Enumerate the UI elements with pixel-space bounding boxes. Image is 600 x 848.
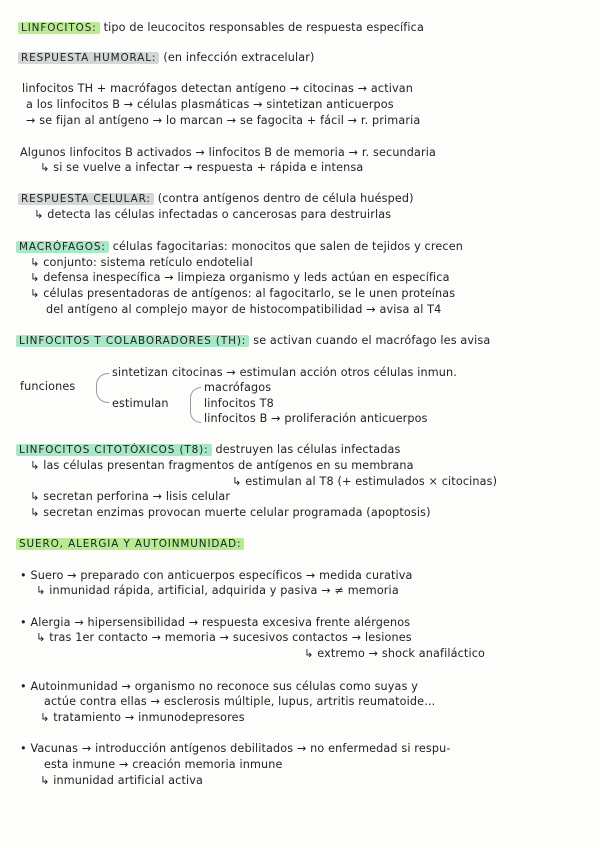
estimulan-item: macrófagos — [204, 381, 272, 394]
citotoxicos-text-line: ↳ las células presentan fragmentos de antígenos en su membrana — [30, 459, 414, 472]
colaboradores-heading: LINFOCITOS T COLABORADORES (TH): — [16, 335, 249, 347]
linfocitos-definition: tipo de leucocitos responsables de respuesta específica — [103, 21, 424, 34]
humoral-text-line: ↳ si se vuelve a infectar → respuesta + rápida e intensa — [40, 161, 364, 174]
autoinmunidad-text-line: ↳ tratamiento → inmunodepresores — [40, 711, 245, 724]
celular-heading: RESPUESTA CELULAR: — [18, 193, 154, 205]
autoinmunidad-text-line: • Autoinmunidad → organismo no reconoce sus células como suyas y — [20, 680, 419, 693]
macrofagos-definition: células fagocitarias: monocitos que salen de tejidos y crecen — [112, 240, 463, 253]
colaboradores-line — [16, 334, 490, 348]
humoral-text-line: linfocitos TH + macrófagos detectan antígeno → citocinas → activan — [22, 82, 414, 95]
humoral-text-line: Algunos linfocitos B activados → linfocitos B de memoria → r. secundaria — [20, 146, 437, 159]
linfocitos-line — [18, 21, 424, 35]
humoral-heading: RESPUESTA HUMORAL: — [18, 52, 159, 64]
funciones-brace — [96, 373, 109, 403]
estimulan-label: estimulan — [112, 397, 169, 410]
estimulan-item: linfocitos B → proliferación anticuerpos — [204, 412, 428, 425]
alergia-text-line: ↳ tras 1er contacto → memoria → sucesivos contactos → lesiones — [36, 631, 412, 644]
citotoxicos-text-line: ↳ estimulan al T8 (+ estimulados × citocinas) — [232, 475, 498, 488]
vacunas-text-line: • Vacunas → introducción antígenos debilitados → no enfermedad si respu- — [20, 742, 451, 755]
alergia-text-line: ↳ extremo → shock anafiláctico — [304, 647, 485, 660]
citotoxicos-text-line: ↳ secretan enzimas provocan muerte celular programada (apoptosis) — [30, 506, 431, 519]
citotoxicos-line — [16, 443, 401, 457]
macrofagos-text-line: del antígeno al complejo mayor de histocompatibilidad → avisa al T4 — [46, 303, 442, 316]
colaboradores-function-line: sintetizan citocinas → estimulan acción otros células inmun. — [112, 366, 457, 379]
vacunas-text-line: ↳ inmunidad artificial activa — [40, 774, 204, 787]
macrofagos-text-line: ↳ conjunto: sistema retículo endotelial — [30, 256, 253, 269]
autoinmunidad-text-line: actúe contra ellas → esclerosis múltiple, lupus, artritis reumatoide... — [44, 695, 436, 708]
macrofagos-text-line: ↳ células presentadoras de antígenos: al fagocitarlo, se le unen proteínas — [30, 287, 456, 300]
celular-note: (contra antígenos dentro de célula huésped) — [157, 192, 414, 205]
linfocitos-heading: LINFOCITOS: — [18, 22, 100, 34]
estimulan-brace — [190, 387, 201, 423]
macrofagos-heading: MACRÓFAGOS: — [16, 241, 109, 253]
citotoxicos-definition: destruyen las células infectadas — [215, 443, 401, 456]
citotoxicos-text-line: ↳ secretan perforina → lisis celular — [30, 490, 231, 503]
celular-line — [18, 192, 414, 206]
humoral-text-line: → se fijan al antígeno → lo marcan → se fagocita + fácil → r. primaria — [26, 114, 421, 127]
citotoxicos-heading: LINFOCITOS CITOTÓXICOS (T8): — [16, 444, 212, 456]
colaboradores-definition: se activan cuando el macrófago les avisa — [253, 334, 491, 347]
suero-text-line: • Suero → preparado con anticuerpos específicos → medida curativa — [20, 569, 413, 582]
alergia-text-line: • Alergia → hipersensibilidad → respuesta excesiva frente alérgenos — [20, 616, 411, 629]
humoral-line — [18, 51, 315, 65]
suero-text-line: ↳ inmunidad rápida, artificial, adquirida y pasiva → ≠ memoria — [36, 584, 399, 597]
funciones-label: funciones — [20, 380, 76, 393]
macrofagos-text-line: ↳ defensa inespecífica → limpieza organismo y leds actúan en específica — [30, 271, 450, 284]
macrofagos-line — [16, 240, 463, 254]
suero-heading: SUERO, ALERGIA Y AUTOINMUNIDAD: — [16, 538, 244, 550]
celular-text-line: ↳ detecta las células infectadas o cancerosas para destruirlas — [34, 208, 392, 221]
estimulan-item: linfocitos T8 — [204, 397, 274, 410]
humoral-text-line: a los linfocitos B → células plasmáticas → sintetizan anticuerpos — [26, 98, 394, 111]
humoral-note: (en infección extracelular) — [163, 51, 315, 64]
vacunas-text-line: esta inmune → creación memoria inmune — [44, 758, 283, 771]
suero-line — [16, 537, 244, 551]
